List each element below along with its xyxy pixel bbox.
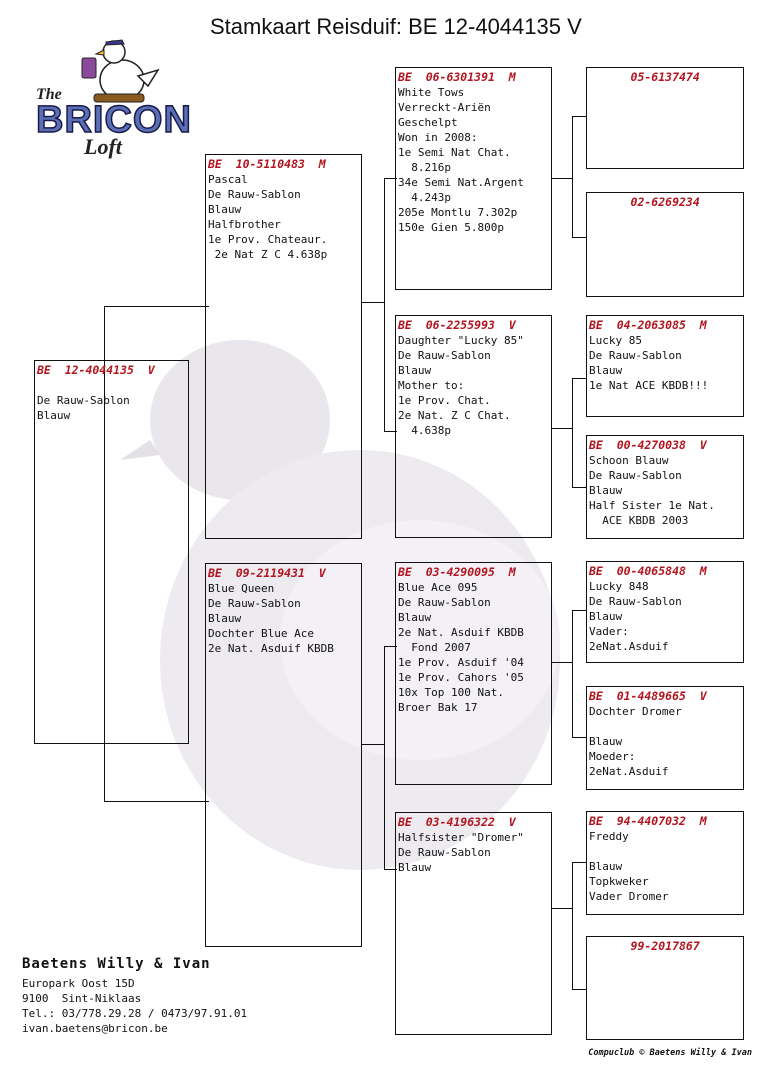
ring-number: BE 00-4065848 M — [589, 564, 707, 578]
pedigree-dss — [586, 561, 744, 663]
owner-city: 9100 Sint-Niklaas — [22, 992, 142, 1005]
pedigree-dam-dam — [395, 812, 552, 1035]
logo-wordmark — [36, 86, 206, 160]
ring-number: BE 12-4044135 V — [37, 363, 155, 377]
info-lines — [589, 829, 741, 904]
info-line: Blue Queen — [208, 582, 275, 595]
ring-number: BE 10-5110483 M — [208, 157, 326, 171]
info-line — [589, 719, 741, 734]
ring-number: 02-6269234 — [589, 195, 700, 209]
connector-ss-parents — [572, 116, 587, 238]
pedigree-subject — [34, 360, 189, 744]
info-line: Moeder: — [589, 750, 636, 763]
ring-number: BE 04-2063085 M — [589, 318, 707, 332]
info-line: 150e Gien 5.800p — [398, 221, 504, 234]
info-line: Verreckt-Ariën — [398, 101, 491, 114]
info-line: 1e Prov. Asduif '04 — [398, 656, 524, 669]
info-line: 1e Semi Nat Chat. — [398, 146, 511, 159]
logo-bricon: BRICON — [36, 99, 192, 141]
info-line: 2e Nat. Asduif KBDB — [398, 626, 524, 639]
pedigree-sire-dam — [395, 315, 552, 538]
ring-number: BE 03-4290095 M — [398, 565, 516, 579]
owner-address: Europark Oost 15D — [22, 977, 135, 990]
info-line: Halfbrother — [208, 218, 281, 231]
info-line: Blauw — [208, 203, 242, 216]
ring-number: 99-2017867 — [589, 939, 700, 953]
logo-loft: Loft — [84, 134, 122, 159]
ring-number: 05-6137474 — [589, 70, 700, 84]
info-line: 2e Nat. Z C Chat. — [398, 409, 511, 422]
info-lines — [589, 453, 741, 528]
info-line: ACE KBDB 2003 — [589, 514, 689, 527]
pedigree-dds — [586, 811, 744, 915]
owner-email[interactable]: ivan.baetens@bricon.be — [22, 1022, 168, 1035]
connector-sd-parents — [572, 378, 587, 488]
info-line: De Rauw-Sablon — [208, 597, 301, 610]
owner-phone: Tel.: 03/778.29.28 / 0473/97.91.01 — [22, 1007, 248, 1020]
info-line: Blauw — [37, 409, 71, 422]
info-line: Dochter Blue Ace — [208, 627, 314, 640]
info-line: Half Sister 1e Nat. — [589, 499, 715, 512]
info-line — [37, 378, 186, 393]
connector-dam — [362, 744, 384, 745]
pedigree-sss — [586, 67, 744, 169]
info-line — [589, 844, 741, 859]
info-line: 1e Prov. Cahors '05 — [398, 671, 524, 684]
footer-credit: Compuclub © Baetens Willy & Ivan — [588, 1048, 752, 1058]
pedigree-sire-sire — [395, 67, 552, 290]
info-line: Vader Dromer — [589, 890, 669, 903]
info-lines — [37, 378, 186, 423]
info-line: Broer Bak 17 — [398, 701, 478, 714]
info-line: Schoon Blauw — [589, 454, 669, 467]
info-line: De Rauw-Sablon — [208, 188, 301, 201]
ring-number: BE 06-2255993 V — [398, 318, 516, 332]
info-line: Dochter Dromer — [589, 705, 682, 718]
info-lines — [398, 85, 549, 235]
connector-dd-parents — [572, 862, 587, 990]
info-line: De Rauw-Sablon — [398, 596, 491, 609]
info-line: Pascal — [208, 173, 248, 186]
info-line: Blauw — [589, 860, 623, 873]
connector-sd — [552, 428, 572, 429]
info-line: Topkweker — [589, 875, 649, 888]
info-line: 34e Semi Nat.Argent — [398, 176, 524, 189]
connector-ss — [552, 178, 572, 179]
info-line: Blauw — [208, 612, 242, 625]
info-lines — [208, 172, 359, 262]
info-line: Fond 2007 — [398, 641, 471, 654]
info-line: De Rauw-Sablon — [398, 349, 491, 362]
info-line: 8.216p — [398, 161, 451, 174]
info-line: Lucky 848 — [589, 580, 649, 593]
pedigree-dam-sire — [395, 562, 552, 785]
pedigree-sds — [586, 315, 744, 417]
pedigree-dsd — [586, 686, 744, 790]
ring-number: BE 01-4489665 V — [589, 689, 707, 703]
info-lines — [398, 333, 549, 438]
info-line: 2eNat.Asduif — [589, 765, 669, 778]
info-lines — [398, 830, 549, 875]
info-line: 2e Nat Z C 4.638p — [208, 248, 328, 261]
info-line: De Rauw-Sablon — [589, 469, 682, 482]
info-line: Blauw — [589, 735, 623, 748]
pedigree-ddd — [586, 936, 744, 1040]
info-lines — [398, 580, 549, 715]
info-line: Blauw — [398, 364, 432, 377]
pedigree-sire — [205, 154, 362, 539]
info-line: Blauw — [589, 364, 623, 377]
pedigree-sdd — [586, 435, 744, 539]
info-line: 2eNat.Asduif — [589, 640, 669, 653]
connector-dd — [552, 908, 572, 909]
info-lines — [589, 579, 741, 654]
pedigree-ssd — [586, 192, 744, 297]
info-line: Won in 2008: — [398, 131, 478, 144]
info-line: 1e Prov. Chateaur. — [208, 233, 328, 246]
info-line: Halfsister "Dromer" — [398, 831, 524, 844]
info-line: 10x Top 100 Nat. — [398, 686, 504, 699]
info-lines — [589, 704, 741, 779]
info-line: Blauw — [398, 861, 432, 874]
info-line: De Rauw-Sablon — [398, 846, 491, 859]
owner-block — [22, 956, 247, 1036]
info-line: Daughter "Lucky 85" — [398, 334, 524, 347]
ring-number: BE 00-4270038 V — [589, 438, 707, 452]
owner-name: Baetens Willy & Ivan — [22, 956, 211, 972]
info-lines — [208, 581, 359, 656]
info-line: 205e Montlu 7.302p — [398, 206, 518, 219]
ring-number: BE 94-4407032 M — [589, 814, 707, 828]
info-line: White Tows — [398, 86, 465, 99]
info-line: 1e Nat ACE KBDB!!! — [589, 379, 709, 392]
ring-number: BE 09-2119431 V — [208, 566, 326, 580]
ring-number: BE 06-6301391 M — [398, 70, 516, 84]
info-line: 2e Nat. Asduif KBDB — [208, 642, 334, 655]
info-line: 4.638p — [398, 424, 451, 437]
page-title: Stamkaart Reisduif: BE 12-4044135 V — [210, 14, 582, 39]
info-line: Blauw — [589, 610, 623, 623]
info-line: Freddy — [589, 830, 629, 843]
info-line: Blauw — [398, 611, 432, 624]
info-line: Mother to: — [398, 379, 465, 392]
info-line: Vader: — [589, 625, 629, 638]
info-line: De Rauw-Sablon — [589, 595, 682, 608]
info-line: 4.243p — [398, 191, 451, 204]
info-line: De Rauw-Sablon — [589, 349, 682, 362]
info-lines — [589, 333, 741, 393]
pedigree-dam — [205, 563, 362, 947]
info-line: Lucky 85 — [589, 334, 642, 347]
info-line: Geschelpt — [398, 116, 458, 129]
ring-number: BE 03-4196322 V — [398, 815, 516, 829]
info-line: Blue Ace 095 — [398, 581, 478, 594]
connector-sire — [362, 302, 384, 303]
connector-ds-parents — [572, 610, 587, 738]
info-line: Blauw — [589, 484, 623, 497]
info-line: De Rauw-Sablon — [37, 394, 130, 407]
connector-ds — [552, 662, 572, 663]
info-line: 1e Prov. Chat. — [398, 394, 491, 407]
logo-the: The — [36, 86, 62, 103]
